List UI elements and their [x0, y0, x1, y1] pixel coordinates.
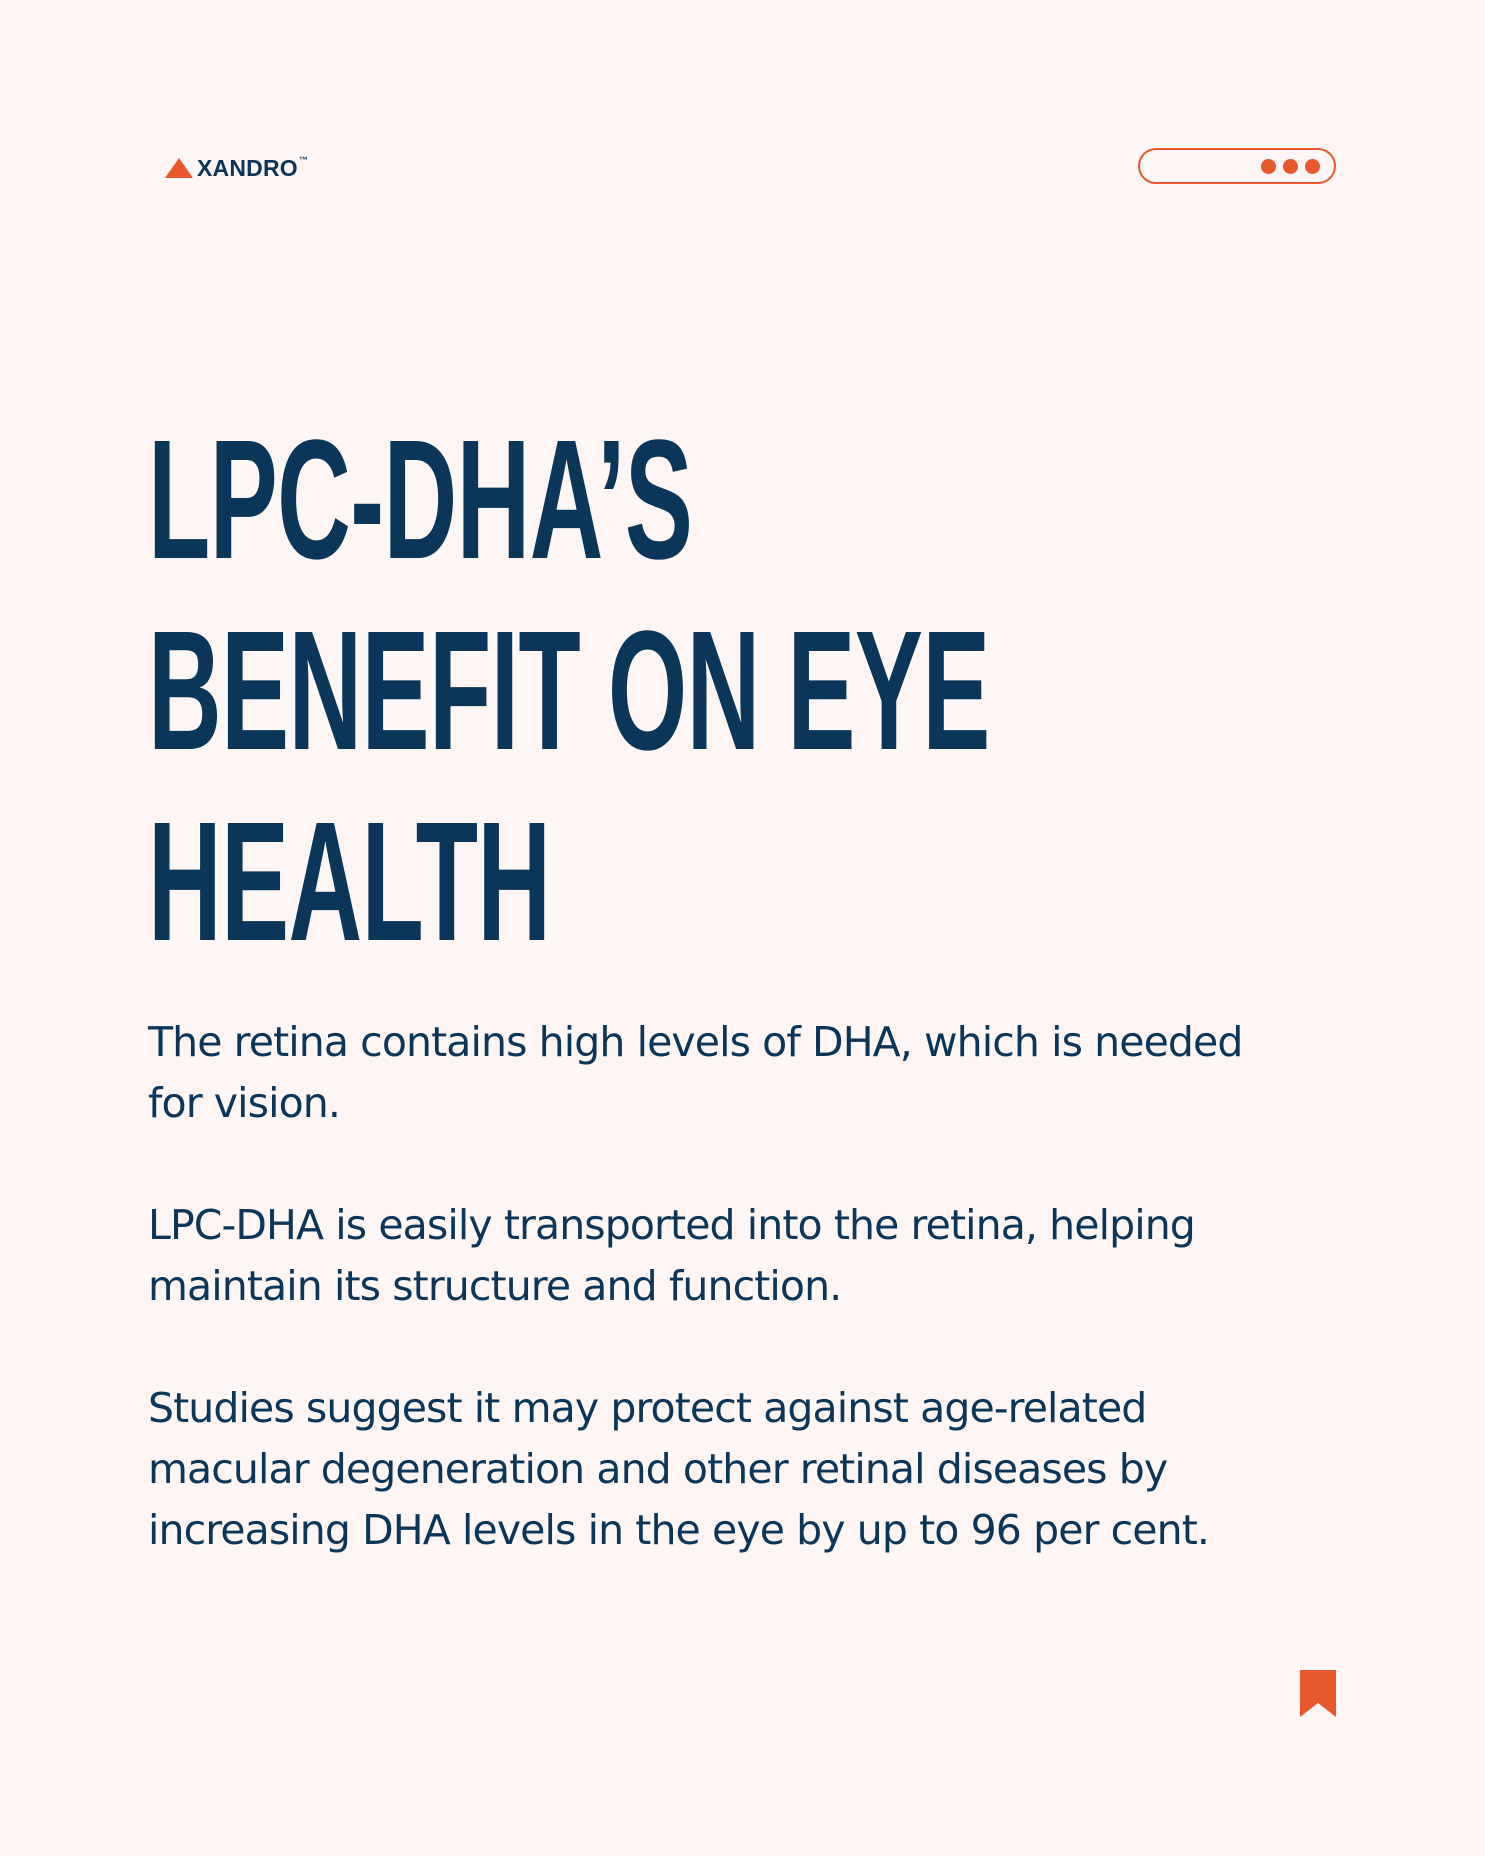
page-title — [148, 405, 990, 978]
trademark-symbol: ™ — [298, 155, 308, 165]
paragraph: The retina contains high levels of DHA, which is needed for vision. — [148, 1018, 1243, 1127]
more-dots-icon — [1261, 159, 1276, 174]
brand-logo — [165, 153, 308, 183]
paragraph: Studies suggest it may protect against age-related macular degeneration and other retinal diseases by increasing DHA levels in the eye by up to 96 per cent. — [148, 1384, 1210, 1554]
more-dots-icon — [1305, 159, 1320, 174]
title-line: LPC-DHA’S — [148, 405, 693, 595]
title-line: BENEFIT ON EYE — [148, 596, 990, 786]
body-text — [148, 1012, 1298, 1622]
triangle-logo-icon — [165, 158, 193, 178]
more-options-button[interactable] — [1138, 148, 1336, 184]
brand-name: XANDRO — [197, 154, 298, 181]
more-dots-icon — [1283, 159, 1298, 174]
paragraph: LPC-DHA is easily transported into the retina, helping maintain its structure and function. — [148, 1201, 1195, 1310]
bookmark-icon[interactable] — [1300, 1670, 1336, 1717]
title-line: HEALTH — [148, 787, 551, 977]
